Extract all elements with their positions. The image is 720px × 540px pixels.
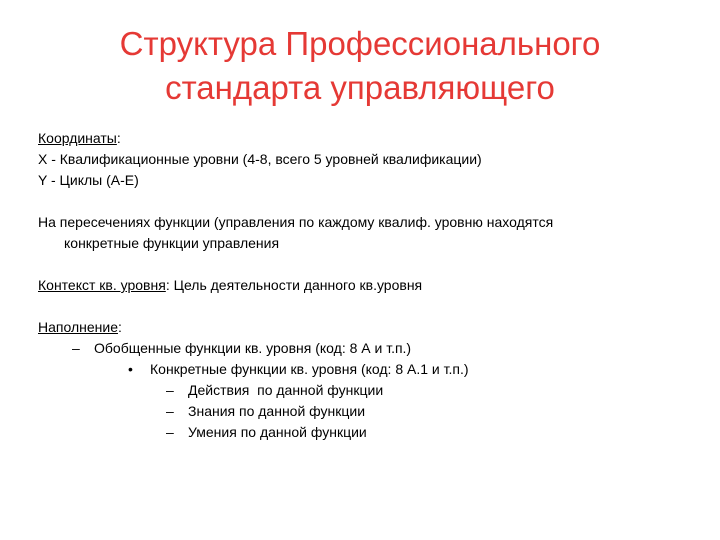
list-item-text: Конкретные функции кв. уровня (код: 8 А.1 и т.п.) [150, 361, 469, 377]
list-item-specific-functions [38, 359, 688, 380]
content-colon: : [117, 319, 122, 335]
slide-title-line-1: Структура Профессионального [119, 25, 601, 62]
context-text: : Цель деятельности данного кв.уровня [165, 277, 423, 293]
list-item-actions [38, 380, 688, 401]
slide-body [38, 128, 688, 443]
dash-marker: – [166, 424, 174, 440]
context-line [38, 275, 688, 296]
x-axis-line: X - Квалификационные уровни (4-8, всего 5 уровней квалификации) [38, 151, 482, 167]
dash-marker: – [166, 403, 174, 419]
coordinates-colon: : [116, 130, 121, 146]
spacer [38, 254, 688, 275]
list-item-skills [38, 422, 688, 443]
intersections-line-1: На пересечениях функции (управления по каждому квалиф. уровню находятся [38, 214, 554, 230]
dash-marker: – [166, 382, 174, 398]
list-item-text: Действия по данной функции [188, 382, 384, 398]
list-item-text: Знания по данной функции [188, 403, 366, 419]
content-heading [38, 317, 688, 338]
slide-title-line-2: стандарта управляющего [165, 69, 555, 106]
spacer [38, 296, 688, 317]
y-axis-line: Y - Циклы (А-Е) [38, 172, 139, 188]
slide-title [40, 22, 680, 110]
spacer [38, 191, 688, 212]
bullet-marker: • [128, 361, 133, 377]
list-item-knowledge [38, 401, 688, 422]
dash-marker: – [72, 340, 80, 356]
list-item-generalized-functions [38, 338, 688, 359]
intersections-line-2: конкретные функции управления [64, 235, 280, 251]
list-item-text: Обобщенные функции кв. уровня (код: 8 А и т.п.) [94, 340, 412, 356]
coordinates-heading [38, 128, 688, 149]
context-label: Контекст кв. уровня [38, 277, 166, 293]
content-label: Наполнение [38, 319, 118, 335]
coordinates-label: Координаты [38, 130, 117, 146]
list-item-text: Умения по данной функции [188, 424, 367, 440]
